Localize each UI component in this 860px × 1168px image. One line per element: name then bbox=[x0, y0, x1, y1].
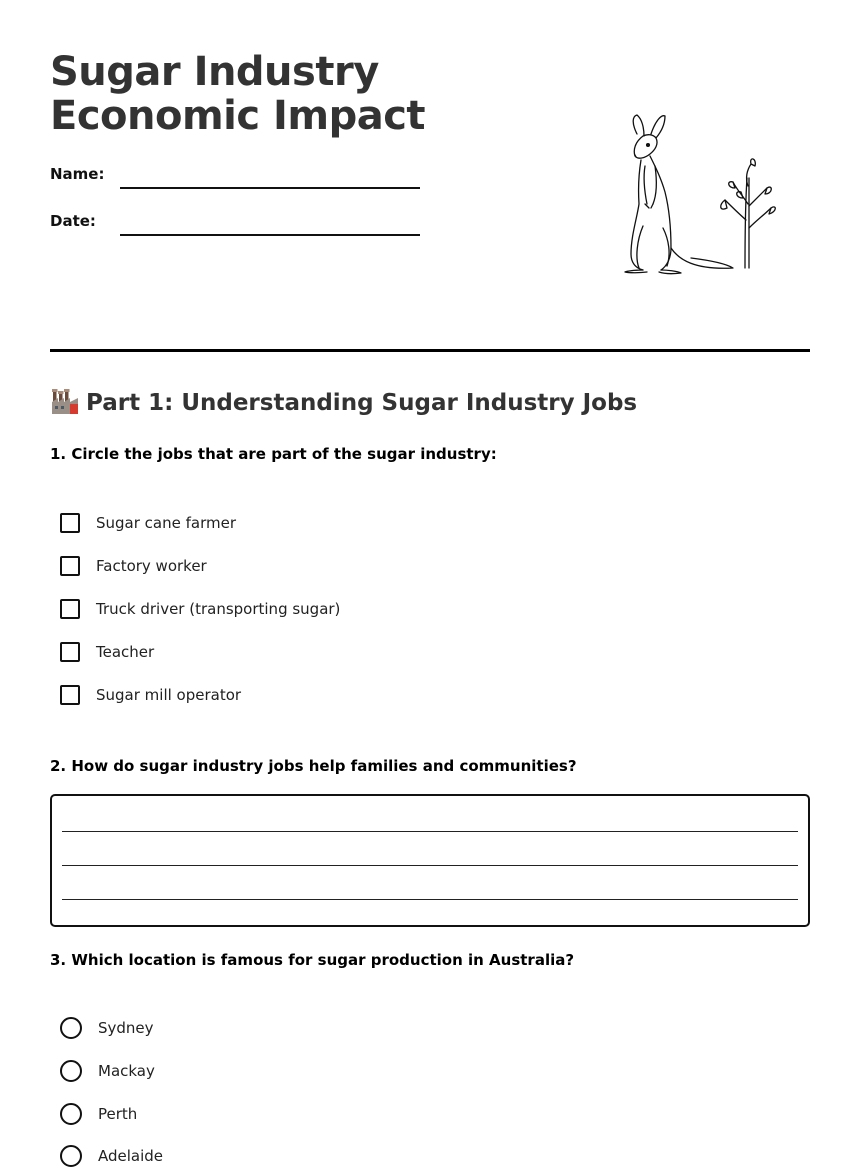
title-line-2: Economic Impact bbox=[50, 93, 426, 139]
option-label: Sugar mill operator bbox=[96, 686, 242, 704]
answer-box[interactable] bbox=[50, 794, 810, 927]
name-input-line[interactable] bbox=[120, 187, 420, 189]
checkbox[interactable] bbox=[60, 642, 80, 662]
section-divider bbox=[50, 349, 810, 352]
answer-line bbox=[62, 831, 798, 832]
date-label: Date: bbox=[50, 212, 96, 230]
radio-button[interactable] bbox=[60, 1017, 82, 1039]
checkbox[interactable] bbox=[60, 599, 80, 619]
option-label: Mackay bbox=[98, 1062, 155, 1080]
name-label: Name: bbox=[50, 165, 105, 183]
radio-button[interactable] bbox=[60, 1103, 82, 1125]
part1-heading bbox=[50, 386, 637, 416]
worksheet-title bbox=[50, 50, 425, 138]
option-label: Adelaide bbox=[98, 1147, 164, 1165]
title-line-1: Sugar Industry bbox=[50, 49, 379, 95]
checkbox-option[interactable] bbox=[60, 511, 236, 535]
option-label: Teacher bbox=[96, 643, 155, 661]
checkbox-option[interactable] bbox=[60, 640, 154, 664]
option-label: Sydney bbox=[98, 1019, 154, 1037]
answer-line bbox=[62, 899, 798, 900]
checkbox-option[interactable] bbox=[60, 597, 340, 621]
kangaroo-icon bbox=[615, 108, 785, 278]
checkbox[interactable] bbox=[60, 513, 80, 533]
checkbox[interactable] bbox=[60, 685, 80, 705]
part1-heading-text: Part 1: Understanding Sugar Industry Jobs bbox=[86, 390, 638, 416]
checkbox-option[interactable] bbox=[60, 683, 241, 707]
radio-button[interactable] bbox=[60, 1145, 82, 1167]
option-label: Truck driver (transporting sugar) bbox=[96, 600, 341, 618]
radio-option[interactable] bbox=[60, 1144, 163, 1168]
option-label: Sugar cane farmer bbox=[96, 514, 237, 532]
date-input-line[interactable] bbox=[120, 234, 420, 236]
question-1: 1. Circle the jobs that are part of the sugar industry: bbox=[50, 445, 497, 463]
option-label: Perth bbox=[98, 1105, 138, 1123]
radio-option[interactable] bbox=[60, 1016, 154, 1040]
question-3: 3. Which location is famous for sugar production in Australia? bbox=[50, 951, 575, 969]
factory-icon bbox=[50, 386, 80, 416]
radio-option[interactable] bbox=[60, 1102, 137, 1126]
radio-option[interactable] bbox=[60, 1059, 155, 1083]
option-label: Factory worker bbox=[96, 557, 207, 575]
checkbox-option[interactable] bbox=[60, 554, 207, 578]
answer-line bbox=[62, 865, 798, 866]
radio-button[interactable] bbox=[60, 1060, 82, 1082]
question-2: 2. How do sugar industry jobs help families and communities? bbox=[50, 757, 577, 775]
checkbox[interactable] bbox=[60, 556, 80, 576]
